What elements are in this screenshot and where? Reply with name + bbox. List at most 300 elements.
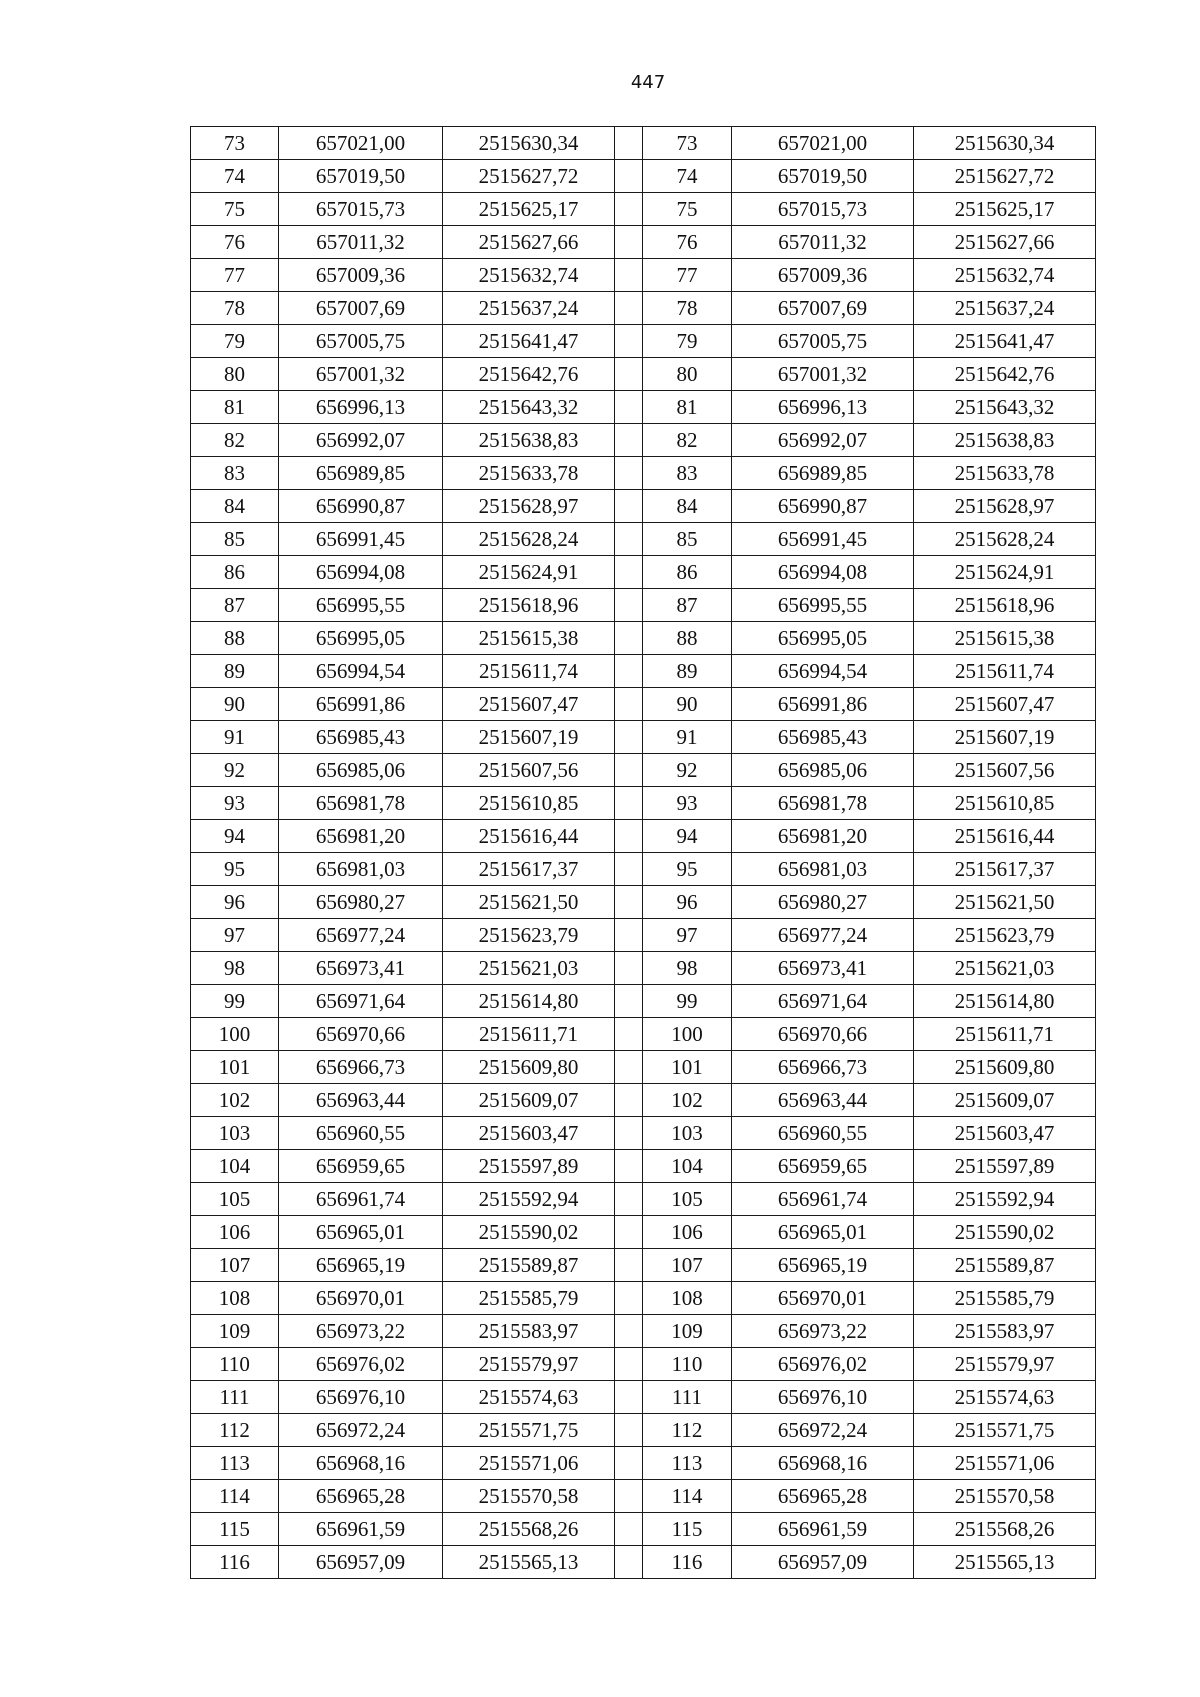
point-number-cell: 76 — [191, 226, 279, 259]
empty-cell — [615, 1447, 643, 1480]
x-coordinate-cell-right: 656994,08 — [732, 556, 914, 589]
x-coordinate-cell-right: 656966,73 — [732, 1051, 914, 1084]
x-coordinate-cell: 656996,13 — [279, 391, 443, 424]
y-coordinate-cell: 2515625,17 — [443, 193, 615, 226]
x-coordinate-cell-right: 656995,05 — [732, 622, 914, 655]
empty-cell — [615, 325, 643, 358]
point-number-cell-right: 96 — [643, 886, 732, 919]
y-coordinate-cell: 2515627,72 — [443, 160, 615, 193]
point-number-cell-right: 83 — [643, 457, 732, 490]
point-number-cell: 92 — [191, 754, 279, 787]
point-number-cell: 107 — [191, 1249, 279, 1282]
x-coordinate-cell-right: 656970,66 — [732, 1018, 914, 1051]
x-coordinate-cell: 656981,20 — [279, 820, 443, 853]
table-row — [191, 556, 1096, 589]
y-coordinate-cell-right: 2515590,02 — [914, 1216, 1096, 1249]
x-coordinate-cell-right: 657005,75 — [732, 325, 914, 358]
empty-cell — [615, 985, 643, 1018]
point-number-cell-right: 104 — [643, 1150, 732, 1183]
empty-cell — [615, 1249, 643, 1282]
y-coordinate-cell: 2515638,83 — [443, 424, 615, 457]
y-coordinate-cell: 2515603,47 — [443, 1117, 615, 1150]
point-number-cell-right: 105 — [643, 1183, 732, 1216]
table-row — [191, 1381, 1096, 1414]
x-coordinate-cell-right: 657019,50 — [732, 160, 914, 193]
y-coordinate-cell-right: 2515614,80 — [914, 985, 1096, 1018]
y-coordinate-cell: 2515641,47 — [443, 325, 615, 358]
y-coordinate-cell-right: 2515621,03 — [914, 952, 1096, 985]
x-coordinate-cell-right: 656972,24 — [732, 1414, 914, 1447]
y-coordinate-cell: 2515579,97 — [443, 1348, 615, 1381]
empty-cell — [615, 391, 643, 424]
table-row — [191, 292, 1096, 325]
y-coordinate-cell-right: 2515615,38 — [914, 622, 1096, 655]
point-number-cell: 91 — [191, 721, 279, 754]
empty-cell — [615, 721, 643, 754]
table-row — [191, 391, 1096, 424]
table-row — [191, 1216, 1096, 1249]
point-number-cell: 109 — [191, 1315, 279, 1348]
empty-cell — [615, 160, 643, 193]
point-number-cell: 98 — [191, 952, 279, 985]
point-number-cell-right: 81 — [643, 391, 732, 424]
y-coordinate-cell: 2515621,03 — [443, 952, 615, 985]
empty-cell — [615, 886, 643, 919]
x-coordinate-cell: 656963,44 — [279, 1084, 443, 1117]
table-row — [191, 721, 1096, 754]
table-row — [191, 1084, 1096, 1117]
table-row — [191, 1414, 1096, 1447]
point-number-cell: 83 — [191, 457, 279, 490]
y-coordinate-cell: 2515633,78 — [443, 457, 615, 490]
point-number-cell-right: 116 — [643, 1546, 732, 1579]
table-row — [191, 1018, 1096, 1051]
empty-cell — [615, 1480, 643, 1513]
y-coordinate-cell: 2515607,47 — [443, 688, 615, 721]
y-coordinate-cell: 2515571,06 — [443, 1447, 615, 1480]
x-coordinate-cell-right: 656968,16 — [732, 1447, 914, 1480]
table-row — [191, 853, 1096, 886]
y-coordinate-cell-right: 2515603,47 — [914, 1117, 1096, 1150]
point-number-cell-right: 94 — [643, 820, 732, 853]
y-coordinate-cell: 2515585,79 — [443, 1282, 615, 1315]
y-coordinate-cell: 2515642,76 — [443, 358, 615, 391]
table-row — [191, 325, 1096, 358]
coordinates-table — [190, 126, 1096, 1579]
point-number-cell-right: 91 — [643, 721, 732, 754]
x-coordinate-cell-right: 656973,41 — [732, 952, 914, 985]
y-coordinate-cell: 2515628,24 — [443, 523, 615, 556]
empty-cell — [615, 622, 643, 655]
point-number-cell-right: 85 — [643, 523, 732, 556]
x-coordinate-cell-right: 656963,44 — [732, 1084, 914, 1117]
y-coordinate-cell: 2515615,38 — [443, 622, 615, 655]
table-row — [191, 952, 1096, 985]
point-number-cell-right: 89 — [643, 655, 732, 688]
table-row — [191, 1315, 1096, 1348]
x-coordinate-cell: 656965,19 — [279, 1249, 443, 1282]
y-coordinate-cell: 2515568,26 — [443, 1513, 615, 1546]
x-coordinate-cell: 656995,05 — [279, 622, 443, 655]
table-row — [191, 886, 1096, 919]
x-coordinate-cell: 657021,00 — [279, 127, 443, 160]
y-coordinate-cell: 2515617,37 — [443, 853, 615, 886]
point-number-cell-right: 92 — [643, 754, 732, 787]
y-coordinate-cell: 2515607,19 — [443, 721, 615, 754]
point-number-cell-right: 82 — [643, 424, 732, 457]
point-number-cell: 96 — [191, 886, 279, 919]
y-coordinate-cell: 2515607,56 — [443, 754, 615, 787]
y-coordinate-cell: 2515627,66 — [443, 226, 615, 259]
point-number-cell-right: 73 — [643, 127, 732, 160]
empty-cell — [615, 820, 643, 853]
empty-cell — [615, 556, 643, 589]
point-number-cell: 104 — [191, 1150, 279, 1183]
y-coordinate-cell-right: 2515618,96 — [914, 589, 1096, 622]
point-number-cell-right: 90 — [643, 688, 732, 721]
table-row — [191, 622, 1096, 655]
point-number-cell: 84 — [191, 490, 279, 523]
empty-cell — [615, 1315, 643, 1348]
y-coordinate-cell: 2515616,44 — [443, 820, 615, 853]
point-number-cell: 90 — [191, 688, 279, 721]
y-coordinate-cell-right: 2515642,76 — [914, 358, 1096, 391]
point-number-cell: 103 — [191, 1117, 279, 1150]
y-coordinate-cell: 2515610,85 — [443, 787, 615, 820]
x-coordinate-cell-right: 656985,06 — [732, 754, 914, 787]
y-coordinate-cell-right: 2515568,26 — [914, 1513, 1096, 1546]
y-coordinate-cell: 2515637,24 — [443, 292, 615, 325]
y-coordinate-cell-right: 2515607,56 — [914, 754, 1096, 787]
x-coordinate-cell: 656972,24 — [279, 1414, 443, 1447]
table-row — [191, 820, 1096, 853]
x-coordinate-cell-right: 657007,69 — [732, 292, 914, 325]
table-row — [191, 358, 1096, 391]
empty-cell — [615, 589, 643, 622]
table-row — [191, 424, 1096, 457]
empty-cell — [615, 952, 643, 985]
x-coordinate-cell: 656970,01 — [279, 1282, 443, 1315]
y-coordinate-cell: 2515630,34 — [443, 127, 615, 160]
empty-cell — [615, 919, 643, 952]
point-number-cell: 116 — [191, 1546, 279, 1579]
point-number-cell-right: 99 — [643, 985, 732, 1018]
x-coordinate-cell-right: 656965,01 — [732, 1216, 914, 1249]
x-coordinate-cell-right: 656971,64 — [732, 985, 914, 1018]
table-row — [191, 259, 1096, 292]
point-number-cell-right: 93 — [643, 787, 732, 820]
x-coordinate-cell-right: 657009,36 — [732, 259, 914, 292]
y-coordinate-cell-right: 2515625,17 — [914, 193, 1096, 226]
y-coordinate-cell-right: 2515627,66 — [914, 226, 1096, 259]
point-number-cell: 111 — [191, 1381, 279, 1414]
x-coordinate-cell-right: 656981,78 — [732, 787, 914, 820]
point-number-cell: 102 — [191, 1084, 279, 1117]
x-coordinate-cell-right: 656960,55 — [732, 1117, 914, 1150]
y-coordinate-cell-right: 2515607,19 — [914, 721, 1096, 754]
empty-cell — [615, 1018, 643, 1051]
y-coordinate-cell-right: 2515565,13 — [914, 1546, 1096, 1579]
table-row — [191, 160, 1096, 193]
y-coordinate-cell: 2515643,32 — [443, 391, 615, 424]
x-coordinate-cell-right: 657011,32 — [732, 226, 914, 259]
table-row — [191, 1480, 1096, 1513]
empty-cell — [615, 1513, 643, 1546]
point-number-cell: 77 — [191, 259, 279, 292]
empty-cell — [615, 1282, 643, 1315]
point-number-cell-right: 79 — [643, 325, 732, 358]
y-coordinate-cell-right: 2515570,58 — [914, 1480, 1096, 1513]
point-number-cell-right: 114 — [643, 1480, 732, 1513]
x-coordinate-cell: 656957,09 — [279, 1546, 443, 1579]
point-number-cell-right: 75 — [643, 193, 732, 226]
empty-cell — [615, 1150, 643, 1183]
table-row — [191, 1051, 1096, 1084]
point-number-cell-right: 88 — [643, 622, 732, 655]
point-number-cell: 97 — [191, 919, 279, 952]
y-coordinate-cell-right: 2515627,72 — [914, 160, 1096, 193]
y-coordinate-cell-right: 2515638,83 — [914, 424, 1096, 457]
point-number-cell: 78 — [191, 292, 279, 325]
table-row — [191, 1150, 1096, 1183]
x-coordinate-cell: 656965,01 — [279, 1216, 443, 1249]
y-coordinate-cell: 2515614,80 — [443, 985, 615, 1018]
empty-cell — [615, 259, 643, 292]
x-coordinate-cell-right: 656981,20 — [732, 820, 914, 853]
x-coordinate-cell: 656970,66 — [279, 1018, 443, 1051]
table-row — [191, 1348, 1096, 1381]
y-coordinate-cell-right: 2515609,80 — [914, 1051, 1096, 1084]
x-coordinate-cell: 656976,10 — [279, 1381, 443, 1414]
point-number-cell-right: 109 — [643, 1315, 732, 1348]
point-number-cell: 85 — [191, 523, 279, 556]
empty-cell — [615, 1414, 643, 1447]
table-row — [191, 523, 1096, 556]
empty-cell — [615, 1084, 643, 1117]
y-coordinate-cell: 2515592,94 — [443, 1183, 615, 1216]
x-coordinate-cell: 656985,43 — [279, 721, 443, 754]
y-coordinate-cell-right: 2515611,74 — [914, 655, 1096, 688]
y-coordinate-cell: 2515583,97 — [443, 1315, 615, 1348]
y-coordinate-cell-right: 2515641,47 — [914, 325, 1096, 358]
x-coordinate-cell-right: 656973,22 — [732, 1315, 914, 1348]
y-coordinate-cell: 2515589,87 — [443, 1249, 615, 1282]
point-number-cell-right: 107 — [643, 1249, 732, 1282]
empty-cell — [615, 424, 643, 457]
x-coordinate-cell: 657007,69 — [279, 292, 443, 325]
empty-cell — [615, 1117, 643, 1150]
y-coordinate-cell-right: 2515628,97 — [914, 490, 1096, 523]
empty-cell — [615, 127, 643, 160]
x-coordinate-cell-right: 656961,74 — [732, 1183, 914, 1216]
point-number-cell: 80 — [191, 358, 279, 391]
y-coordinate-cell: 2515565,13 — [443, 1546, 615, 1579]
point-number-cell: 87 — [191, 589, 279, 622]
point-number-cell-right: 110 — [643, 1348, 732, 1381]
x-coordinate-cell-right: 656961,59 — [732, 1513, 914, 1546]
x-coordinate-cell-right: 656996,13 — [732, 391, 914, 424]
x-coordinate-cell: 656994,54 — [279, 655, 443, 688]
y-coordinate-cell-right: 2515579,97 — [914, 1348, 1096, 1381]
x-coordinate-cell: 657005,75 — [279, 325, 443, 358]
empty-cell — [615, 754, 643, 787]
point-number-cell: 75 — [191, 193, 279, 226]
table-row — [191, 787, 1096, 820]
empty-cell — [615, 193, 643, 226]
x-coordinate-cell: 656966,73 — [279, 1051, 443, 1084]
x-coordinate-cell: 657001,32 — [279, 358, 443, 391]
y-coordinate-cell-right: 2515610,85 — [914, 787, 1096, 820]
x-coordinate-cell-right: 656990,87 — [732, 490, 914, 523]
table-row — [191, 688, 1096, 721]
table-row — [191, 457, 1096, 490]
table-row — [191, 1183, 1096, 1216]
empty-cell — [615, 292, 643, 325]
y-coordinate-cell: 2515611,74 — [443, 655, 615, 688]
y-coordinate-cell-right: 2515623,79 — [914, 919, 1096, 952]
x-coordinate-cell: 656973,41 — [279, 952, 443, 985]
table-row — [191, 1513, 1096, 1546]
y-coordinate-cell-right: 2515592,94 — [914, 1183, 1096, 1216]
x-coordinate-cell-right: 657001,32 — [732, 358, 914, 391]
point-number-cell-right: 115 — [643, 1513, 732, 1546]
y-coordinate-cell-right: 2515616,44 — [914, 820, 1096, 853]
empty-cell — [615, 358, 643, 391]
point-number-cell-right: 86 — [643, 556, 732, 589]
empty-cell — [615, 1348, 643, 1381]
x-coordinate-cell: 656976,02 — [279, 1348, 443, 1381]
y-coordinate-cell: 2515611,71 — [443, 1018, 615, 1051]
point-number-cell: 74 — [191, 160, 279, 193]
table-row — [191, 193, 1096, 226]
table-row — [191, 1447, 1096, 1480]
y-coordinate-cell: 2515621,50 — [443, 886, 615, 919]
x-coordinate-cell: 656991,45 — [279, 523, 443, 556]
empty-cell — [615, 523, 643, 556]
table-row — [191, 1546, 1096, 1579]
y-coordinate-cell-right: 2515574,63 — [914, 1381, 1096, 1414]
x-coordinate-cell: 657015,73 — [279, 193, 443, 226]
table-row — [191, 1117, 1096, 1150]
empty-cell — [615, 787, 643, 820]
x-coordinate-cell: 656961,59 — [279, 1513, 443, 1546]
empty-cell — [615, 1183, 643, 1216]
x-coordinate-cell-right: 656995,55 — [732, 589, 914, 622]
y-coordinate-cell-right: 2515632,74 — [914, 259, 1096, 292]
point-number-cell: 94 — [191, 820, 279, 853]
point-number-cell-right: 76 — [643, 226, 732, 259]
point-number-cell-right: 111 — [643, 1381, 732, 1414]
y-coordinate-cell-right: 2515628,24 — [914, 523, 1096, 556]
point-number-cell: 82 — [191, 424, 279, 457]
point-number-cell: 86 — [191, 556, 279, 589]
empty-cell — [615, 1381, 643, 1414]
x-coordinate-cell-right: 656980,27 — [732, 886, 914, 919]
table-row — [191, 490, 1096, 523]
x-coordinate-cell: 656989,85 — [279, 457, 443, 490]
x-coordinate-cell-right: 656957,09 — [732, 1546, 914, 1579]
point-number-cell: 95 — [191, 853, 279, 886]
empty-cell — [615, 1546, 643, 1579]
x-coordinate-cell: 656981,03 — [279, 853, 443, 886]
y-coordinate-cell: 2515571,75 — [443, 1414, 615, 1447]
y-coordinate-cell-right: 2515609,07 — [914, 1084, 1096, 1117]
y-coordinate-cell: 2515624,91 — [443, 556, 615, 589]
x-coordinate-cell-right: 656985,43 — [732, 721, 914, 754]
empty-cell — [615, 226, 643, 259]
x-coordinate-cell: 656992,07 — [279, 424, 443, 457]
table-row — [191, 127, 1096, 160]
y-coordinate-cell: 2515623,79 — [443, 919, 615, 952]
y-coordinate-cell-right: 2515611,71 — [914, 1018, 1096, 1051]
x-coordinate-cell-right: 656991,86 — [732, 688, 914, 721]
empty-cell — [615, 688, 643, 721]
y-coordinate-cell-right: 2515607,47 — [914, 688, 1096, 721]
empty-cell — [615, 457, 643, 490]
point-number-cell: 89 — [191, 655, 279, 688]
y-coordinate-cell: 2515590,02 — [443, 1216, 615, 1249]
point-number-cell: 110 — [191, 1348, 279, 1381]
y-coordinate-cell: 2515628,97 — [443, 490, 615, 523]
point-number-cell: 101 — [191, 1051, 279, 1084]
point-number-cell-right: 106 — [643, 1216, 732, 1249]
empty-cell — [615, 853, 643, 886]
x-coordinate-cell: 657011,32 — [279, 226, 443, 259]
empty-cell — [615, 490, 643, 523]
x-coordinate-cell: 656991,86 — [279, 688, 443, 721]
x-coordinate-cell-right: 656977,24 — [732, 919, 914, 952]
x-coordinate-cell-right: 656976,02 — [732, 1348, 914, 1381]
point-number-cell: 115 — [191, 1513, 279, 1546]
x-coordinate-cell: 656995,55 — [279, 589, 443, 622]
point-number-cell-right: 113 — [643, 1447, 732, 1480]
point-number-cell-right: 95 — [643, 853, 732, 886]
x-coordinate-cell-right: 656991,45 — [732, 523, 914, 556]
table-row — [191, 754, 1096, 787]
point-number-cell: 114 — [191, 1480, 279, 1513]
point-number-cell: 88 — [191, 622, 279, 655]
y-coordinate-cell-right: 2515617,37 — [914, 853, 1096, 886]
point-number-cell: 100 — [191, 1018, 279, 1051]
x-coordinate-cell: 656981,78 — [279, 787, 443, 820]
y-coordinate-cell-right: 2515621,50 — [914, 886, 1096, 919]
point-number-cell-right: 101 — [643, 1051, 732, 1084]
y-coordinate-cell-right: 2515643,32 — [914, 391, 1096, 424]
x-coordinate-cell: 657009,36 — [279, 259, 443, 292]
empty-cell — [615, 655, 643, 688]
point-number-cell-right: 103 — [643, 1117, 732, 1150]
table-row — [191, 985, 1096, 1018]
point-number-cell: 112 — [191, 1414, 279, 1447]
y-coordinate-cell-right: 2515633,78 — [914, 457, 1096, 490]
table-row — [191, 226, 1096, 259]
y-coordinate-cell-right: 2515589,87 — [914, 1249, 1096, 1282]
point-number-cell-right: 97 — [643, 919, 732, 952]
empty-cell — [615, 1216, 643, 1249]
point-number-cell-right: 80 — [643, 358, 732, 391]
x-coordinate-cell: 656968,16 — [279, 1447, 443, 1480]
x-coordinate-cell: 656985,06 — [279, 754, 443, 787]
x-coordinate-cell: 656960,55 — [279, 1117, 443, 1150]
y-coordinate-cell-right: 2515571,75 — [914, 1414, 1096, 1447]
x-coordinate-cell-right: 656959,65 — [732, 1150, 914, 1183]
x-coordinate-cell-right: 657015,73 — [732, 193, 914, 226]
x-coordinate-cell-right: 656970,01 — [732, 1282, 914, 1315]
point-number-cell-right: 77 — [643, 259, 732, 292]
point-number-cell: 106 — [191, 1216, 279, 1249]
table-row — [191, 589, 1096, 622]
point-number-cell-right: 100 — [643, 1018, 732, 1051]
